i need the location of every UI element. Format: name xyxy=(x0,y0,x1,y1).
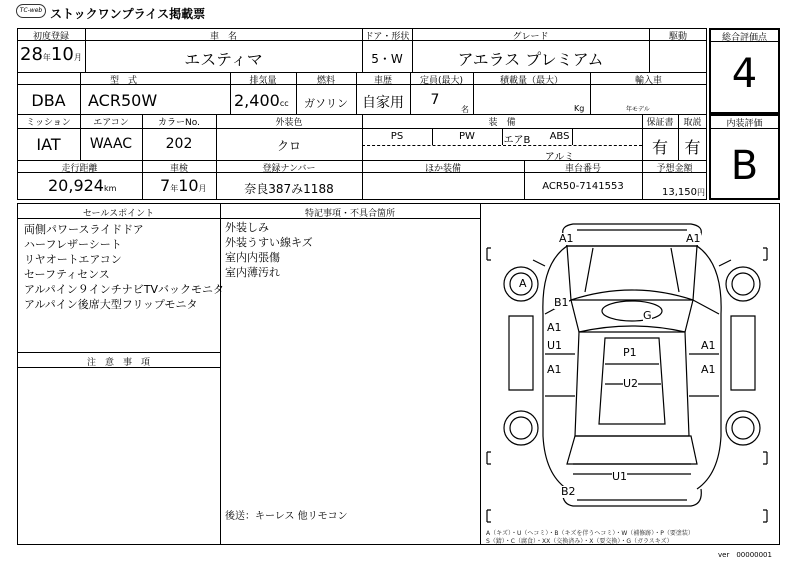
label-interior-rating: 内装評価 xyxy=(726,119,763,129)
special-note: 外装しみ xyxy=(225,221,269,234)
sales-point: セーフティセンス xyxy=(24,268,110,281)
interior-rating-value: B xyxy=(730,143,759,189)
label-fuel: 燃料 xyxy=(316,76,335,86)
mission-value: IAT xyxy=(36,135,61,154)
grade-value: アエラス プレミアム xyxy=(457,50,604,69)
displacement-value: 2,400cc xyxy=(234,91,289,110)
equip-pw: PW xyxy=(459,131,475,142)
sales-point: ハーフレザーシート xyxy=(24,238,122,251)
warranty-value: 有 xyxy=(651,138,668,157)
sales-point: アルパイン後席大型フリップモニタ xyxy=(24,298,198,311)
label-manual: 取説 xyxy=(683,118,702,128)
import-year-label: 年モデル xyxy=(626,106,650,113)
special-note: 外装うすい線キズ xyxy=(225,236,313,249)
label-import: 輸入車 xyxy=(634,76,662,86)
label-inspection: 車検 xyxy=(169,164,188,174)
sales-point: 両側パワースライドドア xyxy=(24,223,144,236)
damage-label-u2: U2 xyxy=(623,377,639,390)
label-reg-number: 登録ナンバー xyxy=(262,164,316,174)
label-warranty: 保証書 xyxy=(646,118,674,128)
damage-label-u1-rear: U1 xyxy=(612,470,628,483)
damage-label-a1-front-left: A1 xyxy=(559,232,574,245)
first-reg-value: 28年10月 xyxy=(20,44,82,65)
label-total-rating: 総合評価点 xyxy=(721,33,767,43)
label-aircon: エアコン xyxy=(93,118,129,128)
label-drive: 駆動 xyxy=(668,32,687,42)
sales-point: アルパイン９インチナビTVバックモニタ xyxy=(24,283,225,296)
label-displacement: 排気量 xyxy=(249,76,277,86)
special-note: 室内薄汚れ xyxy=(225,266,280,279)
equip-abs: ABS xyxy=(549,131,570,142)
capacity-value: 7 xyxy=(430,92,440,108)
aircon-value: WAAC xyxy=(89,136,133,152)
label-model: 型 式 xyxy=(109,76,137,86)
label-price: 予想金額 xyxy=(656,164,693,174)
label-mission: ミッション xyxy=(26,118,71,128)
car-name-value: エスティマ xyxy=(184,50,263,69)
equip-airbag: エアB xyxy=(503,135,531,146)
damage-legend: A（キズ）・U（ヘコミ）・B（キズを伴うヘコミ）・W（補修跡）・P（要塗装） S（錆）・C（腐食）・XX（交換済み）・X（要交換）・G（ガラスキズ） xyxy=(486,530,694,545)
label-car-name: 車 名 xyxy=(209,32,237,42)
tc-web-logo: TC-web xyxy=(16,4,46,18)
form-title: ストックワンプライス掲載票 xyxy=(50,7,206,21)
equip-ps: PS xyxy=(390,131,404,142)
color-no-value: 202 xyxy=(165,136,193,152)
label-color-no: カラーNo. xyxy=(158,118,200,128)
reg-number-value: 奈良387み1188 xyxy=(244,182,334,196)
label-load: 積載量（最大） xyxy=(499,76,563,86)
damage-label-a1-right: A1 xyxy=(701,339,716,352)
damage-label-u1-left: U1 xyxy=(547,339,563,352)
version-label: ver 00000001 xyxy=(718,551,772,559)
equip-alloy: アルミ xyxy=(544,152,575,163)
damage-label-g: G xyxy=(643,309,652,322)
door-type-value: 5・W xyxy=(371,52,403,66)
label-grade: グレード xyxy=(512,32,549,42)
sales-points-list xyxy=(24,222,224,312)
note-after: 後送：キーレス 他リモコン xyxy=(225,511,348,522)
damage-label-a: A xyxy=(519,277,527,290)
label-sales-points: セールスポイント xyxy=(82,209,155,219)
damage-label-a1-left-rear: A1 xyxy=(547,363,562,376)
damage-label-p1: P1 xyxy=(623,346,637,359)
special-note: 室内内張傷 xyxy=(225,251,280,264)
price-value: 13,150円 xyxy=(662,187,705,198)
load-unit: Kg xyxy=(574,104,585,113)
label-vehicle-use: 車歴 xyxy=(373,76,392,86)
damage-label-b1: B1 xyxy=(554,296,569,309)
chassis-no-value: ACR50-7141553 xyxy=(542,181,624,192)
model-prefix-value: DBA xyxy=(31,91,66,110)
total-rating-value: 4 xyxy=(731,51,758,97)
inspection-value: 7年10月 xyxy=(160,176,207,195)
damage-label-b2: B2 xyxy=(561,485,576,498)
exterior-color-value: クロ xyxy=(276,139,301,153)
label-mileage: 走行距離 xyxy=(61,164,98,174)
label-exterior-color: 外装色 xyxy=(275,118,303,128)
damage-label-a1-left: A1 xyxy=(547,321,562,334)
damage-label-a1-right-rear: A1 xyxy=(701,363,716,376)
label-cautions: 注 意 事 項 xyxy=(86,358,150,368)
label-door-type: ドア・形状 xyxy=(364,32,410,42)
sales-point: リヤオートエアコン xyxy=(24,253,122,266)
label-chassis-no: 車台番号 xyxy=(564,164,601,174)
fuel-value: ガソリン xyxy=(304,97,348,110)
damage-label-a1-front-right: A1 xyxy=(686,232,701,245)
capacity-unit: 名 xyxy=(461,105,469,114)
vehicle-use-value: 自家用 xyxy=(362,95,404,111)
model-value: ACR50W xyxy=(88,91,158,110)
label-equipment: 装 備 xyxy=(488,118,516,128)
mileage-value: 20,924km xyxy=(48,176,117,195)
label-first-reg: 初度登録 xyxy=(32,32,69,42)
label-other-equipment: ほか装備 xyxy=(424,164,461,174)
manual-value: 有 xyxy=(684,138,701,157)
car-damage-diagram xyxy=(481,204,779,532)
label-capacity: 定員(最大) xyxy=(419,76,464,86)
label-special-notes: 特記事項・不具合箇所 xyxy=(304,209,395,219)
special-notes-list xyxy=(225,220,313,280)
